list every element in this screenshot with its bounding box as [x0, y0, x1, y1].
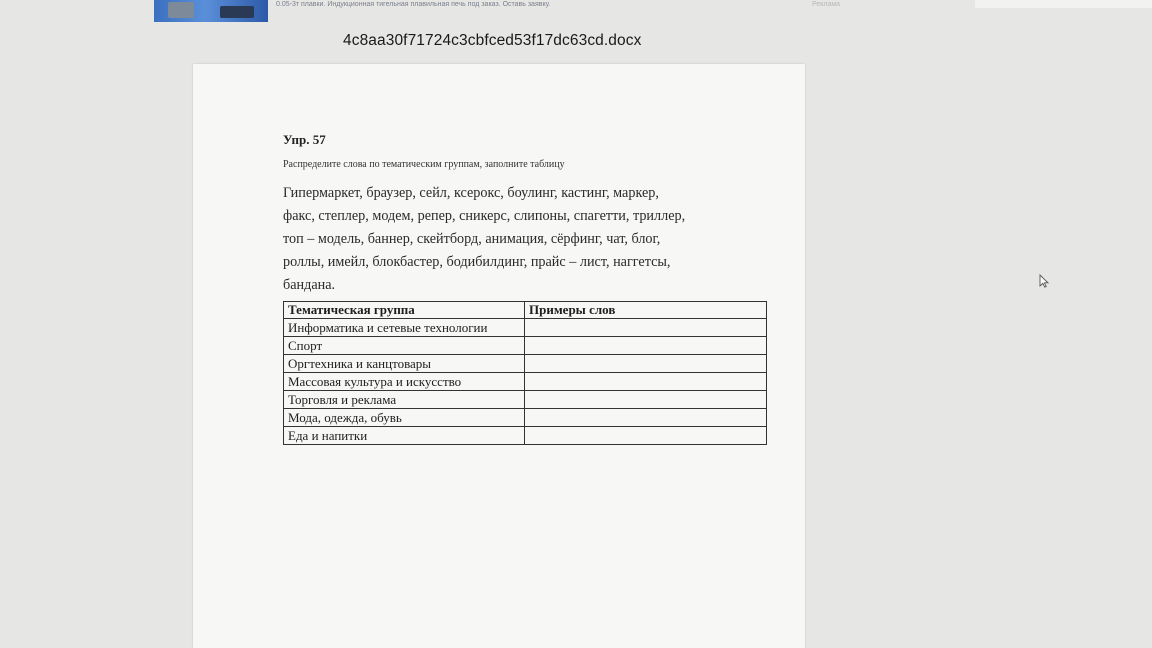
group-cell: Еда и напитки	[284, 427, 525, 445]
word-line: факс, степлер, модем, репер, сникерс, слипоны, спагетти, триллер,	[283, 208, 686, 224]
examples-cell	[525, 427, 767, 445]
word-line: роллы, имейл, блокбастер, бодибилдинг, прайс – лист, наггетсы,	[283, 254, 671, 270]
word-line: Гипермаркет, браузер, сейл, ксерокс, боулинг, кастинг, маркер,	[283, 185, 659, 201]
group-cell: Торговля и реклама	[284, 391, 525, 409]
word-list	[283, 182, 763, 297]
examples-cell	[525, 355, 767, 373]
exercise-instruction: Распределите слова по тематическим группам, заполните таблицу	[283, 159, 565, 170]
thematic-groups-table	[283, 301, 767, 445]
header-word-examples: Примеры слов	[525, 302, 767, 319]
exercise-title: Упр. 57	[283, 132, 326, 147]
table-row	[284, 409, 767, 427]
examples-cell	[525, 391, 767, 409]
table-row	[284, 319, 767, 337]
ad-text-link[interactable]: 0.05-3т плавки. Индукционная тигельная плавильная печь под заказ. Оставь заявку.	[276, 1, 551, 8]
document-file-name: 4c8aa30f71724c3cbfced53f17dc63cd.docx	[343, 32, 642, 49]
group-cell: Мода, одежда, обувь	[284, 409, 525, 427]
group-cell: Массовая культура и искусство	[284, 373, 525, 391]
group-cell: Оргтехника и канцтовары	[284, 355, 525, 373]
examples-cell	[525, 373, 767, 391]
machine-illustration-2	[220, 6, 254, 18]
table-row	[284, 391, 767, 409]
right-panel	[975, 0, 1152, 8]
word-line: топ – модель, баннер, скейтборд, анимация, сёрфинг, чат, блог,	[283, 231, 661, 247]
table-header-row	[284, 302, 767, 319]
machine-illustration	[168, 2, 194, 18]
examples-cell	[525, 337, 767, 355]
table-row	[284, 373, 767, 391]
table-row	[284, 355, 767, 373]
group-cell: Спорт	[284, 337, 525, 355]
ad-label: Реклама	[812, 1, 841, 8]
word-line: бандана.	[283, 277, 336, 293]
ad-banner-image[interactable]	[154, 0, 268, 22]
mouse-pointer-icon	[1039, 274, 1049, 288]
table-row	[284, 427, 767, 445]
table-row	[284, 337, 767, 355]
examples-cell	[525, 319, 767, 337]
examples-cell	[525, 409, 767, 427]
document-page	[193, 64, 805, 648]
header-thematic-group: Тематическая группа	[284, 302, 525, 319]
group-cell: Информатика и сетевые технологии	[284, 319, 525, 337]
